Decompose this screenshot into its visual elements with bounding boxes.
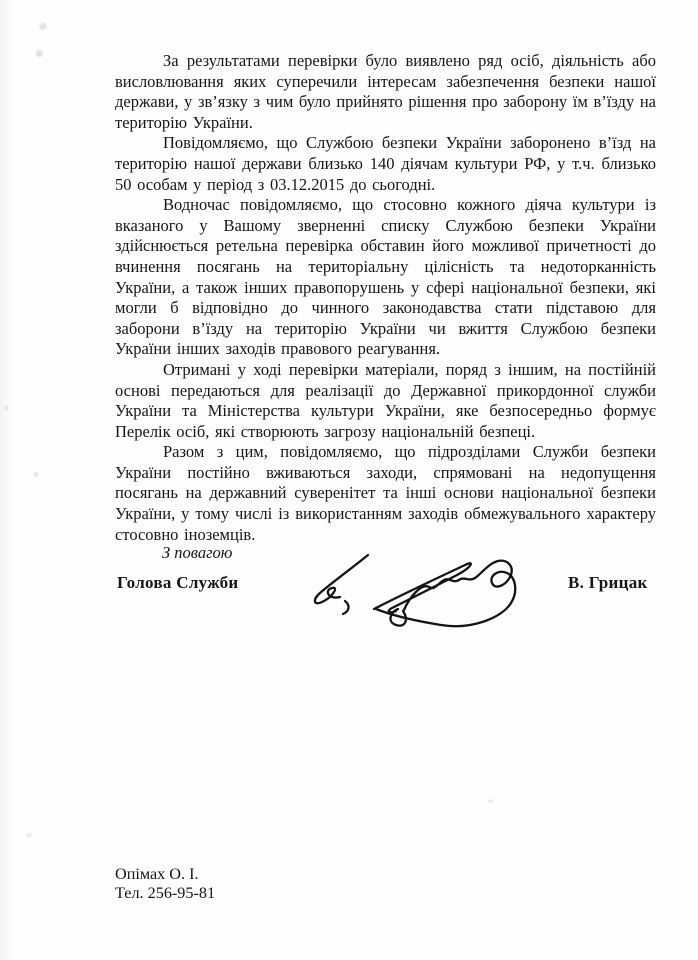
paragraph-entry-ban-stats: Повідомляємо, що Службою безпеки України заборонено в’їзд на територію нашої держави близько 140 діячам культури РФ, у т.ч. близько 50 особам у період з 03.12.2015 до сьогодні. (115, 133, 656, 194)
handwritten-signature-icon (306, 548, 524, 640)
valediction: З повагою (162, 543, 233, 562)
paragraph-materials-transfer: Отримані у ході перевірки матеріали, поряд з іншим, на постійній основі передаються для реалізації до Державної прикордонної служби України та Міністерства культури України, яке безпосередньо формує Перелік осіб, які створюють загрозу національній безпеці. (115, 359, 656, 441)
paragraph-preventive-measures: Разом з цим, повідомляємо, що підрозділами Служби безпеки України постійно вживаються заходи, спрямовані на недопущення посягань на державний суверенітет та інші основи національної безпеки України, у тому числі із використанням заходів обмежувального характеру стосовно іноземців. (115, 442, 656, 544)
signer-title: Голова Служби (117, 573, 239, 592)
paragraph-ongoing-verification: Водночас повідомляємо, що стосовно кожного діяча культури із вказаного у Вашому зверненні списку Службою безпеки України здійснюється ретельна перевірка обставин його можливої причетності до вчинення посягань на територіальну цілісність та недоторканність України, а також інших правопорушень у сфері національної безпеки, які могли б відповідно до чинного законодавства стати підставою для заборони в’їзду на територію України чи вжиття Службою безпеки України інших заходів правового реагування. (115, 195, 656, 359)
scan-speckle (36, 50, 43, 57)
paragraph-results-of-check: За результатами перевірки було виявлено ряд осіб, діяльність або висловлювання яких суперечили інтересам забезпечення безпеки нашої держави, у зв’язку з чим було прийнято рішення про заборону їм в’їзду на територію України. (115, 51, 656, 132)
executor-contact-block (115, 865, 215, 902)
signer-name: В. Грицак (568, 573, 648, 592)
scan-speckle (488, 799, 493, 803)
letter-body (115, 51, 656, 545)
scan-speckle (26, 833, 32, 837)
scan-speckle (4, 406, 9, 410)
contact-phone: Тел. 256-95-81 (115, 883, 216, 902)
contact-name: Опімах О. І. (115, 865, 199, 883)
scan-speckle (33, 472, 39, 477)
scan-speckle (39, 23, 47, 30)
